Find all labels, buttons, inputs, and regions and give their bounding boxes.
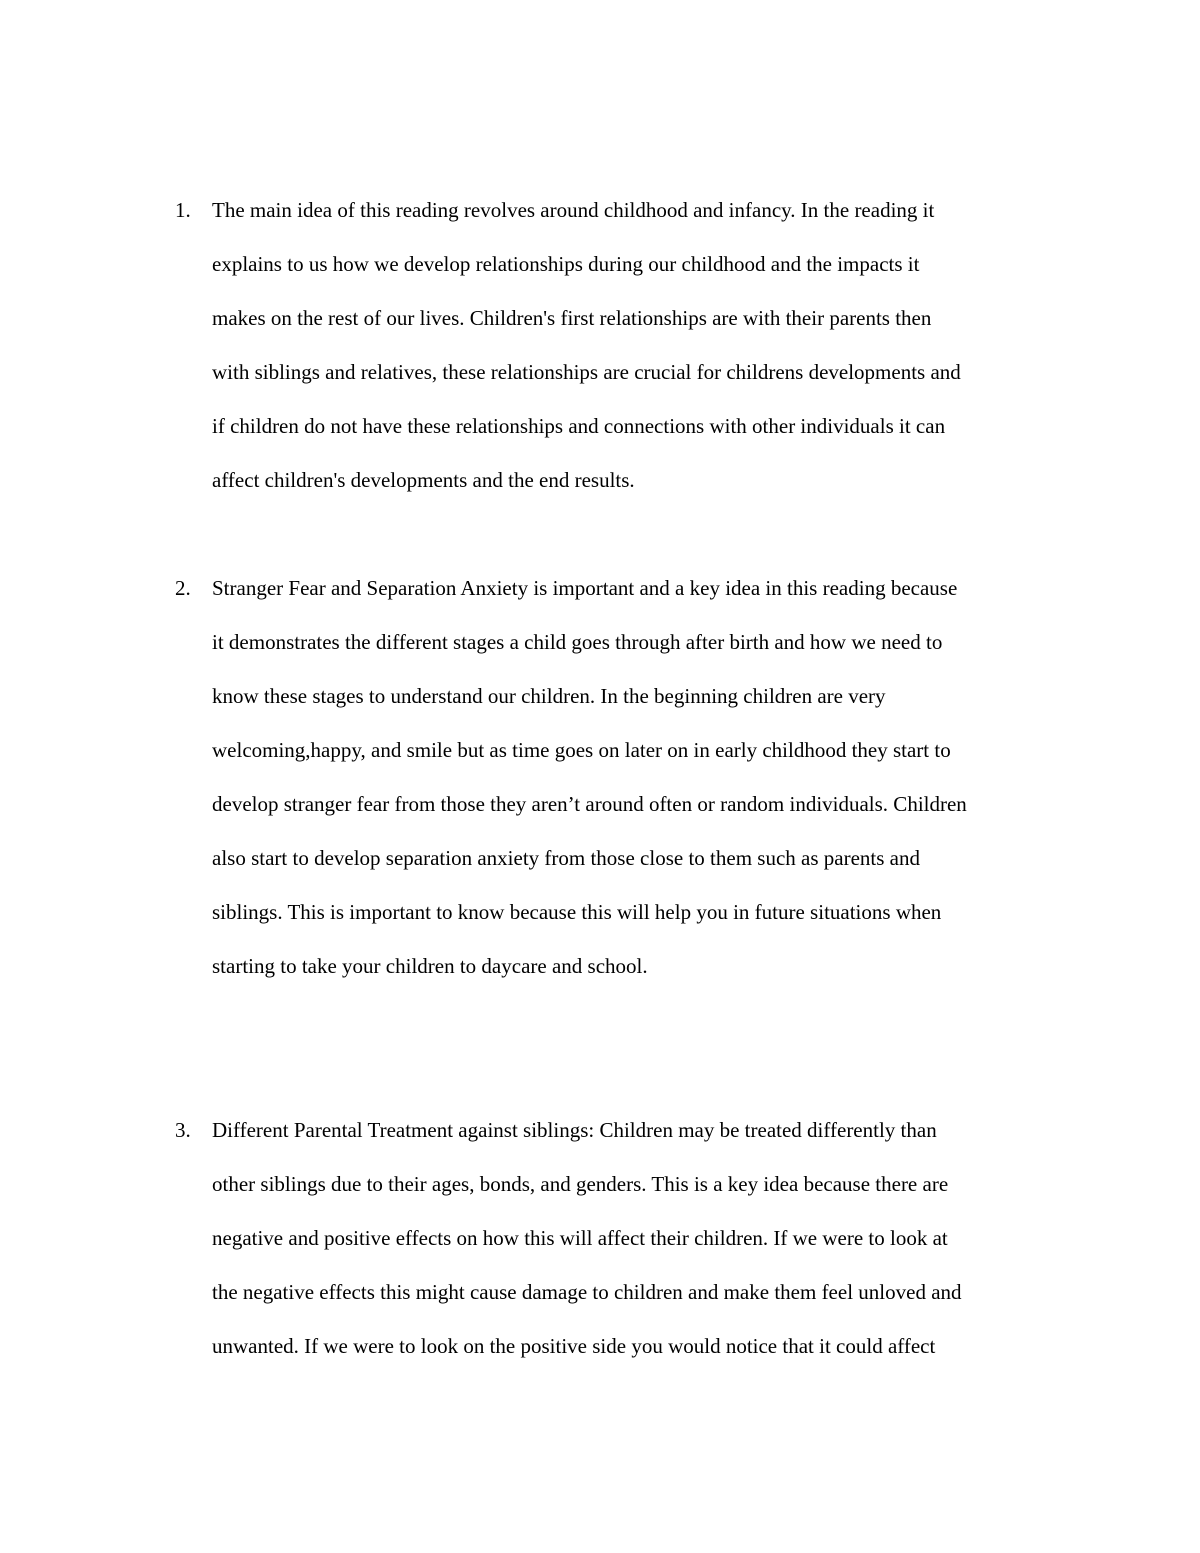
list-number: 3.: [175, 1118, 191, 1142]
paragraph-line: explains to us how we develop relationships during our childhood and the impacts it: [212, 252, 920, 276]
paragraph-line: welcoming,happy, and smile but as time goes on later on in early childhood they start to: [212, 738, 951, 762]
paragraph-line: other siblings due to their ages, bonds, and genders. This is a key idea because there are: [212, 1172, 949, 1196]
paragraph-line: know these stages to understand our children. In the beginning children are very: [212, 684, 886, 708]
paragraph-line: affect children's developments and the end results.: [212, 468, 635, 492]
paragraph-line: also start to develop separation anxiety from those close to them such as parents and: [212, 846, 920, 870]
paragraph-line: Different Parental Treatment against siblings: Children may be treated differently than: [212, 1118, 937, 1142]
paragraph-line: makes on the rest of our lives. Children's first relationships are with their parents then: [212, 306, 932, 330]
paragraph-line: if children do not have these relationships and connections with other individuals it can: [212, 414, 946, 438]
paragraph-line: the negative effects this might cause damage to children and make them feel unloved and: [212, 1280, 962, 1304]
list-number: 1.: [175, 198, 191, 222]
list-number: 2.: [175, 576, 191, 600]
paragraph-line: it demonstrates the different stages a child goes through after birth and how we need to: [212, 630, 943, 654]
paragraph-line: The main idea of this reading revolves around childhood and infancy. In the reading it: [212, 198, 935, 222]
paragraph-line: with siblings and relatives, these relationships are crucial for childrens developments and: [212, 360, 961, 384]
paragraph-line: develop stranger fear from those they aren’t around often or random individuals. Children: [212, 792, 967, 816]
paragraph-line: starting to take your children to daycare and school.: [212, 954, 648, 978]
paragraph-line: siblings. This is important to know because this will help you in future situations when: [212, 900, 942, 924]
paragraph-line: Stranger Fear and Separation Anxiety is important and a key idea in this reading because: [212, 576, 958, 600]
paragraph-line: unwanted. If we were to look on the positive side you would notice that it could affect: [212, 1334, 936, 1358]
paragraph-line: negative and positive effects on how this will affect their children. If we were to look at: [212, 1226, 948, 1250]
